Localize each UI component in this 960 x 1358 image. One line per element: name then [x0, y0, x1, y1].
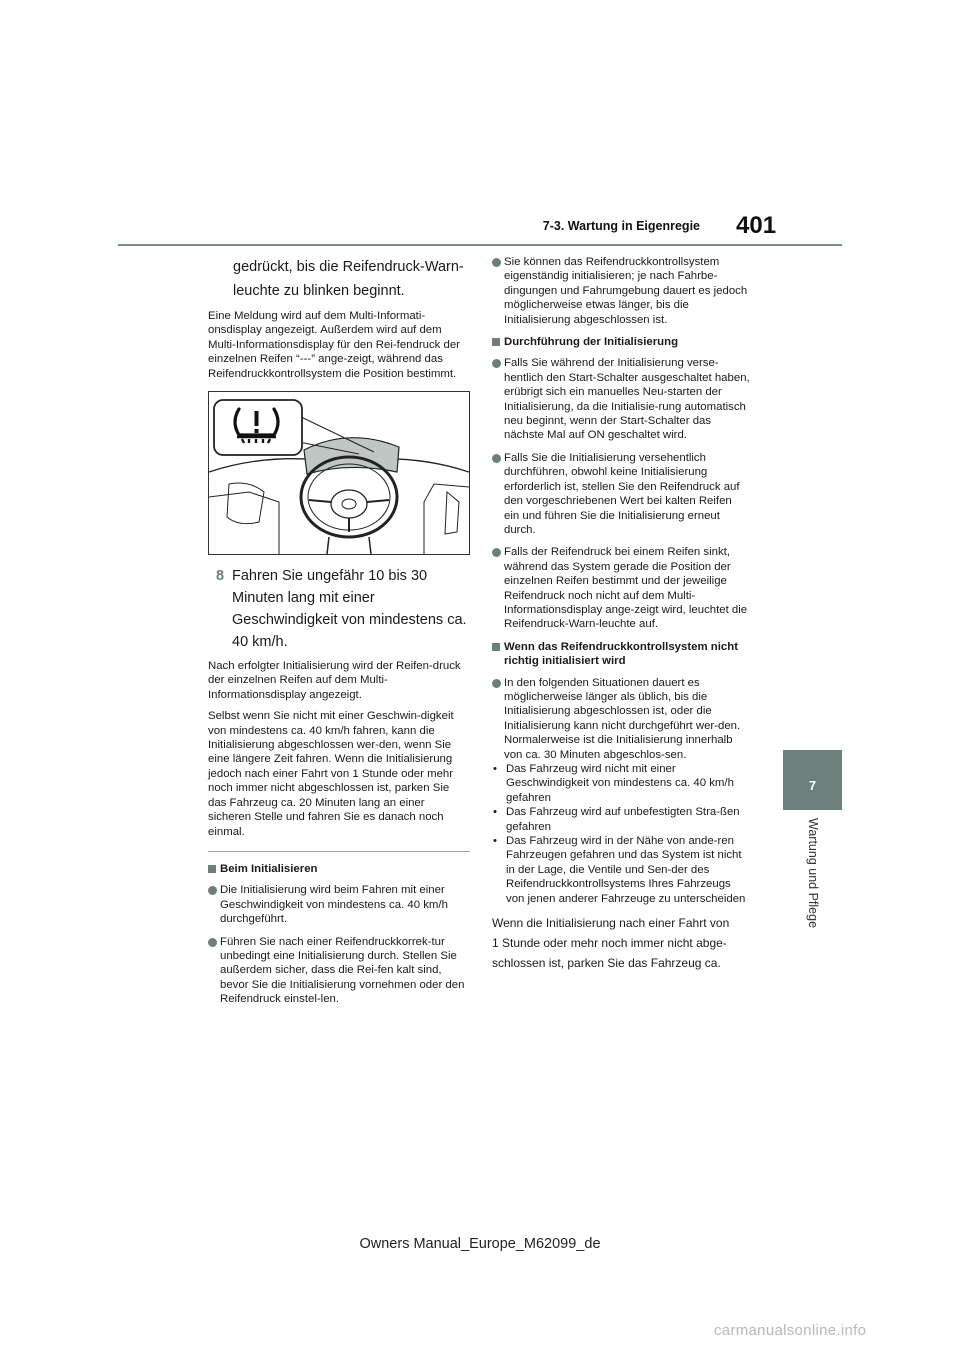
chapter-label: [783, 810, 842, 950]
closing-text-line3: schlossen ist, parken Sie das Fahrzeug ca.: [492, 956, 721, 971]
step-8: [208, 565, 470, 653]
list-item: Falls Sie die Initialisierung versehentlich durchführen, obwohl keine Initialisierung erforderlich ist, stellen Sie den Reifendruck auf den vorgeschriebenen Wert bei kalten Reifen ein und führen Sie die Initialisierung erneut durch.: [492, 451, 750, 537]
chapter-tab: 7: [783, 750, 842, 810]
note-paragraph: Eine Meldung wird auf dem Multi-Informati-onsdisplay angezeigt. Außerdem wird auf dem Multi-Informationsdisplay für den Rei-fendruck der einzelnen Reifen “---” ange-zeigt, während das Reifendruckkontrollsystem die Position bestimmt.: [208, 310, 460, 380]
subheading: Wenn das Reifendruckkontrollsystem nicht richtig initialisiert wird: [492, 640, 750, 669]
section-divider: [208, 851, 470, 852]
list-item: Falls Sie während der Initialisierung verse-hentlich den Start-Schalter ausgeschaltet haben, erübrigt sich ein manuelles Neu-starten der Initialisierung, da die Initialisie-rung automatisch neu beginnt, wenn der Start-Schalter das nächste Mal auf ON geschaltet wird.: [492, 356, 750, 442]
closing-text-line2: 1 Stunde oder mehr noch immer nicht abge-: [492, 936, 727, 951]
left-column: [208, 255, 470, 1015]
continued-instruction-line1: gedrückt, bis die Reifendruck-Warn-: [233, 259, 464, 275]
list-item: Die Initialisierung wird beim Fahren mit einer Geschwindigkeit von mindestens ca. 40 km/h durchgeführt.: [208, 883, 470, 926]
dash-item: • Das Fahrzeug wird auf unbefestigten Stra-ßen gefahren: [492, 805, 750, 834]
list-item: Führen Sie nach einer Reifendruckkorrek-tur unbedingt eine Initialisierung durch. Stellen Sie außerdem sicher, dass die Rei-fen kalt sind, bevor Sie die Initialisierung vornehmen oder den Reifendruck einstel-len.: [208, 935, 470, 1007]
continued-instruction-line2: leuchte zu blinken beginnt.: [233, 283, 405, 299]
subheading: Durchführung der Initialisierung: [492, 335, 750, 349]
right-column: [492, 255, 750, 973]
footer-document-id: Owners Manual_Europe_M62099_de: [359, 1236, 601, 1252]
header-rule: [118, 244, 842, 246]
instrument-panel-illustration: [208, 391, 470, 555]
step-number: 8: [216, 568, 225, 585]
list-item: In den folgenden Situationen dauert es möglicherweise länger als üblich, bis die Initialisierung abgeschlossen ist, oder die Initialisierung kann nicht durchgeführt wer-den. Normalerweise ist die Initialisierung innerhalb von ca. 30 Minuten abgeschlos-sen.: [492, 676, 750, 762]
dash-item: • Das Fahrzeug wird in der Nähe von ande-ren Fahrzeugen gefahren und das System ist nicht in der Lage, die Ventile und Sen-der des Reifendruckkontrollsystems Ihres Fahrzeugs von jenen anderer Fahrzeuge zu unterscheiden: [492, 834, 750, 906]
watermark: carmanualsonline.info: [714, 1322, 867, 1339]
note-paragraph: Selbst wenn Sie nicht mit einer Geschwin-digkeit von mindestens ca. 40 km/h fahren, kann die Initialisierung abgeschlossen wer-den, wenn Sie eine längere Zeit fahren. Wenn die Initialisierung jedoch nach einer Fahrt von 1 Stunde oder mehr noch immer nicht abgeschlossen ist, parken Sie das Fahrzeug ca. 20 Minuten lang an einer sicheren Stelle und fahren Sie es danach noch einmal.: [208, 710, 454, 838]
list-item: Falls der Reifendruck bei einem Reifen sinkt, während das System gerade die Position der einzelnen Reifen bestimmt und der jeweilige Reifendruck noch nicht auf dem Multi-Informationsdisplay ange-zeigt wird, leuchtet die Reifendruck-Warn-leuchte auf.: [492, 545, 750, 631]
dashboard-warning-light-icon: [209, 392, 469, 554]
section-title: 7-3. Wartung in Eigenregie: [542, 219, 700, 233]
note-paragraph: Nach erfolgter Initialisierung wird der Reifen-druck der einzelnen Reifen auf dem Multi-Informationsdisplay angezeigt.: [208, 660, 461, 701]
closing-text-line1: Wenn die Initialisierung nach einer Fahrt von: [492, 916, 730, 931]
dash-item: • Das Fahrzeug wird nicht mit einer Geschwindigkeit von mindestens ca. 40 km/h gefahren: [492, 762, 750, 805]
chapter-label-text: Wartung und Pflege: [805, 818, 820, 929]
page-number: 401: [736, 212, 777, 239]
step-text: Fahren Sie ungefähr 10 bis 30 Minuten lang mit einer Geschwindigkeit von mindestens ca. 40 km/h.: [232, 568, 467, 651]
list-item: Sie können das Reifendruckkontrollsystem eigenständig initialisieren; je nach Fahrbe-dingungen und Fahrumgebung dauert es jedoch möglicherweise etwas länger, bis die Initialisierung abgeschlossen ist.: [492, 255, 750, 327]
subheading: Beim Initialisieren: [208, 862, 470, 876]
